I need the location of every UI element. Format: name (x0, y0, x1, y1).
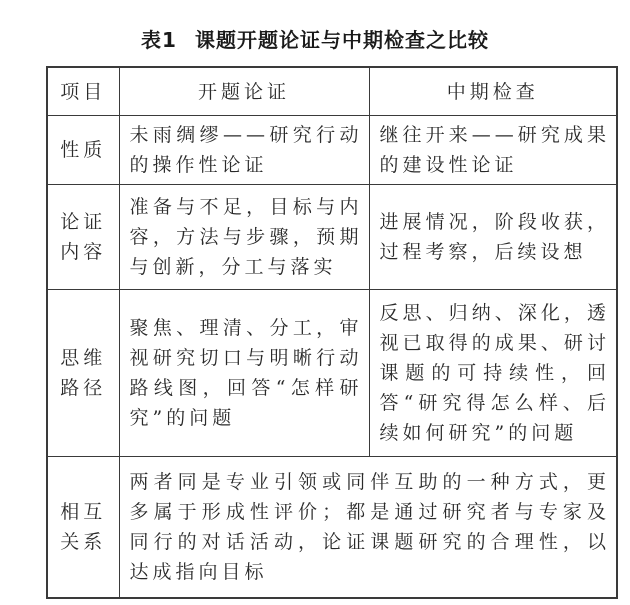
row-label: 思维路径 (47, 290, 119, 457)
header-midterm: 中期检查 (369, 67, 617, 116)
opening-cell: 未雨绸缪——研究行动的操作性论证 (119, 116, 369, 185)
table-caption (0, 24, 630, 53)
opening-cell: 准备与不足，目标与内容，方法与步骤，预期与创新，分工与落实 (119, 185, 369, 290)
table-row (47, 290, 617, 457)
midterm-cell: 反思、归纳、深化，透视已取得的成果、研讨课题的可持续性，回答“研究得怎么样、后续如何研究”的问题 (369, 290, 617, 457)
row-label: 性质 (47, 116, 119, 185)
table-row (47, 116, 617, 185)
table-number: 表1 (141, 28, 177, 52)
merged-cell: 两者同是专业引领或同伴互助的一种方式，更多属于形成性评价；都是通过研究者与专家及同行的对话活动，论证课题研究的合理性，以达成指向目标 (119, 457, 617, 599)
midterm-cell: 继往开来——研究成果的建设性论证 (369, 116, 617, 185)
header-row (47, 67, 617, 116)
midterm-cell: 进展情况，阶段收获，过程考察，后续设想 (369, 185, 617, 290)
header-item: 项目 (47, 67, 119, 116)
table-title: 课题开题论证与中期检查之比较 (194, 28, 489, 52)
table-row (47, 457, 617, 599)
comparison-table (46, 66, 618, 599)
header-opening: 开题论证 (119, 67, 369, 116)
row-label: 论证内容 (47, 185, 119, 290)
row-label: 相互关系 (47, 457, 119, 599)
table-row (47, 185, 617, 290)
opening-cell: 聚焦、理清、分工，审视研究切口与明晰行动路线图，回答“怎样研究”的问题 (119, 290, 369, 457)
